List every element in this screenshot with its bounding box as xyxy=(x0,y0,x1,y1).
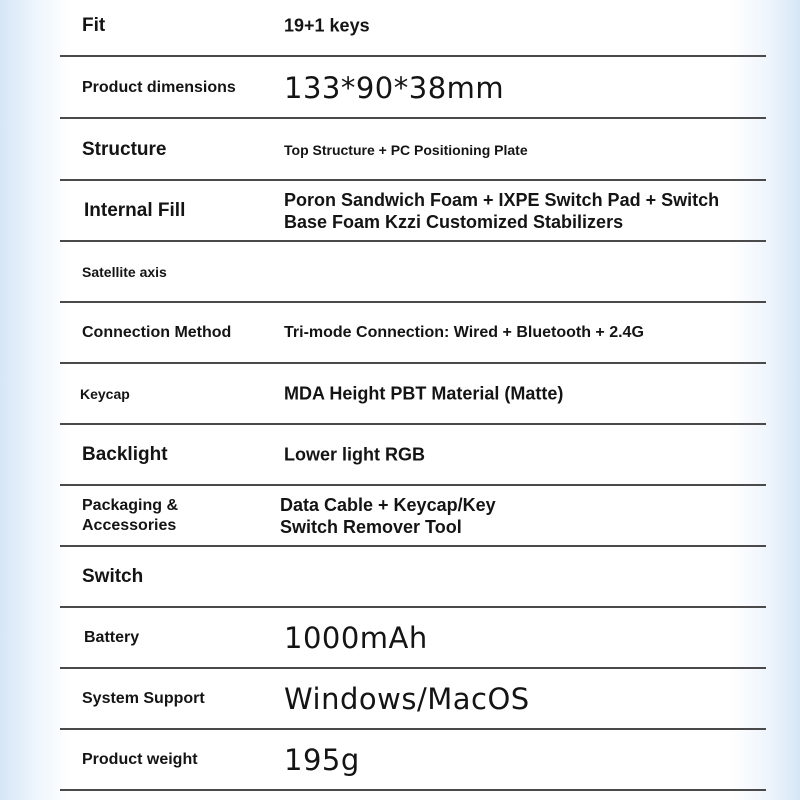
spec-row-switch xyxy=(60,548,766,608)
spec-row-backlight xyxy=(60,426,766,486)
spec-row-satellite-axis xyxy=(60,243,766,303)
spec-label: Fit xyxy=(82,15,106,36)
spec-label: Internal Fill xyxy=(84,200,186,221)
spec-label: System Support xyxy=(82,690,205,707)
spec-value: Lower light RGB xyxy=(284,444,425,465)
spec-row-keycap xyxy=(60,365,766,425)
spec-label: Product weight xyxy=(82,751,198,768)
spec-row-product-weight xyxy=(60,731,766,791)
spec-label: Switch xyxy=(82,566,144,587)
spec-value: Top Structure + PC Positioning Plate xyxy=(284,142,528,158)
spec-value: 133*90*38mm xyxy=(284,71,505,105)
spec-value: Tri-mode Connection: Wired + Bluetooth + 2.4G xyxy=(284,324,644,341)
spec-row-system-support xyxy=(60,670,766,730)
spec-label: Backlight xyxy=(82,444,168,465)
spec-value: Poron Sandwich Foam + IXPE Switch Pad + Switch Base Foam Kzzi Customized Stabilizers xyxy=(284,190,720,232)
spec-row-battery xyxy=(60,609,766,669)
spec-value: 195g xyxy=(284,743,360,777)
spec-row-connection-method xyxy=(60,304,766,364)
spec-label: Structure xyxy=(82,139,167,160)
spec-value: 1000mAh xyxy=(284,621,428,655)
spec-table xyxy=(60,0,766,800)
spec-value: Windows/MacOS xyxy=(284,682,530,716)
spec-label: Keycap xyxy=(80,386,130,402)
spec-row-product-dimensions xyxy=(60,59,766,119)
spec-row-internal-fill xyxy=(60,182,766,242)
spec-row-packaging-accessories xyxy=(60,487,766,547)
spec-value: MDA Height PBT Material (Matte) xyxy=(284,383,564,404)
spec-row-structure xyxy=(60,121,766,181)
spec-label: Battery xyxy=(84,629,140,646)
spec-label: Packaging & Accessories xyxy=(82,497,179,534)
spec-value: Data Cable + Keycap/Key Switch Remover Tool xyxy=(280,495,496,537)
spec-label: Product dimensions xyxy=(82,79,236,96)
spec-label: Satellite axis xyxy=(82,264,167,280)
spec-value: 19+1 keys xyxy=(284,15,370,36)
spec-label: Connection Method xyxy=(82,324,232,341)
spec-row-fit xyxy=(60,0,766,57)
